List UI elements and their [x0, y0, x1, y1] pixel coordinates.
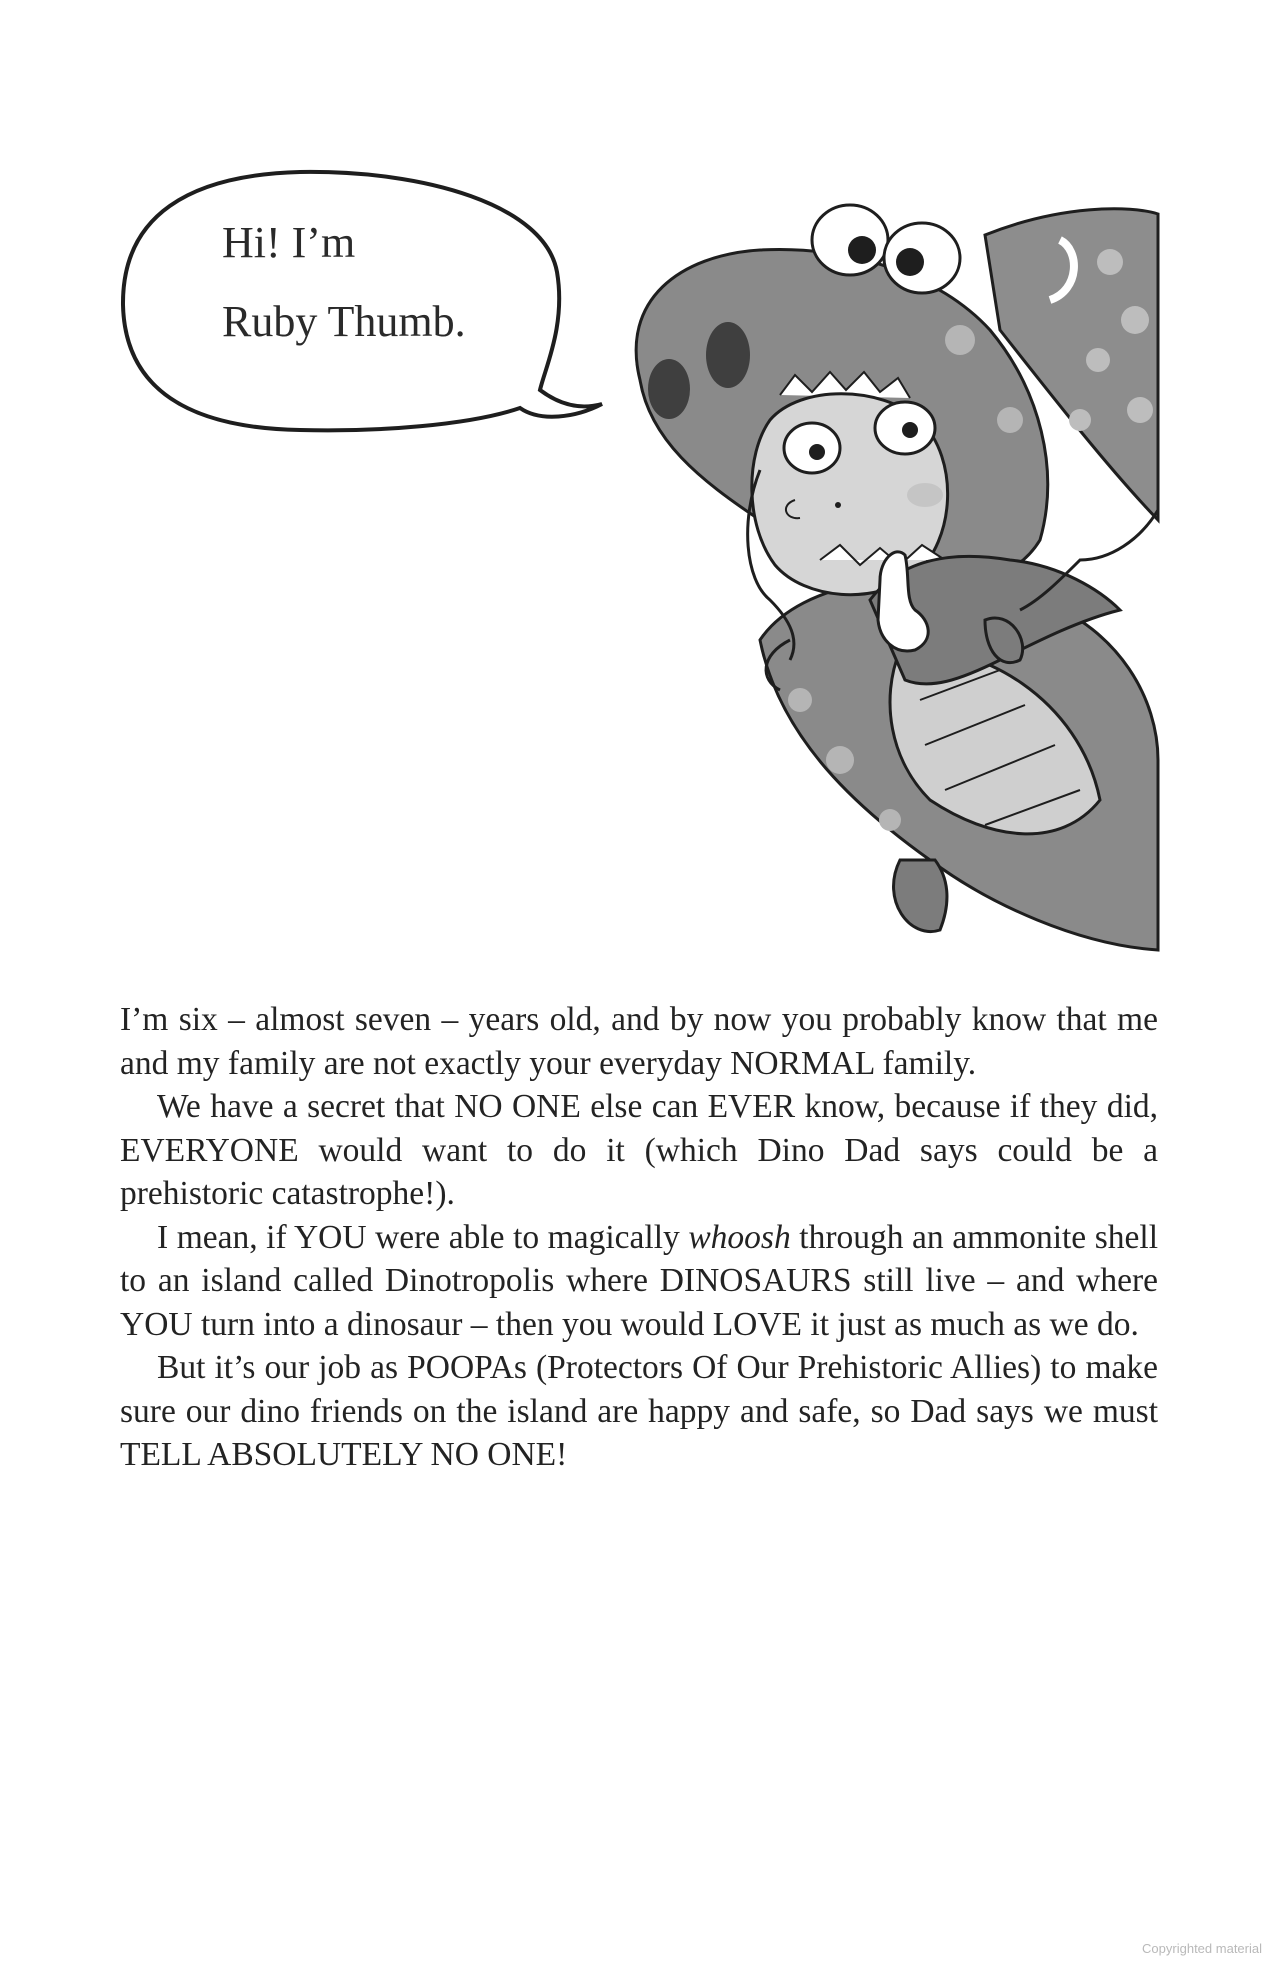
paragraph-3-emphasis: whoosh: [688, 1218, 791, 1256]
dino-character: [636, 205, 1158, 950]
paragraph-4-text: But it’s our job as POOPAs (Protectors Of Our Prehistoric Allies) to make sure our dino friends on the island are happy and safe, so Dad says we must TELL ABSOLUTELY NO ONE!: [120, 1349, 1158, 1473]
story-paragraph-4: [120, 1346, 1158, 1477]
paragraph-1-text: I’m six – almost seven – years old, and by now you probably know that me and my family are not exactly your everyday NORMAL family.: [120, 1001, 1158, 1082]
copyright-notice: Copyrighted material: [1142, 1941, 1262, 1956]
speech-line-1: Hi! I’m: [222, 218, 356, 267]
paragraph-3-text-before: I mean, if YOU were able to magically: [157, 1218, 689, 1256]
speech-bubble: [123, 172, 602, 430]
speech-line-2: Ruby Thumb.: [222, 297, 466, 346]
paragraph-2-text: We have a secret that NO ONE else can EVER know, because if they did, EVERYONE would want to do it (which Dino Dad says could be a prehistoric catastrophe!).: [120, 1088, 1158, 1212]
paragraph-3-text-after: through an ammonite shell to an island called Dinotropolis where DINOSAURS still live – and where YOU turn into a dinosaur – then you would LOVE it just as much as we do.: [120, 1218, 1158, 1343]
story-paragraph-1: [120, 998, 1158, 1085]
story-text: [120, 998, 1158, 1477]
story-paragraph-2: [120, 1085, 1158, 1216]
story-paragraph-3: [120, 1216, 1158, 1347]
